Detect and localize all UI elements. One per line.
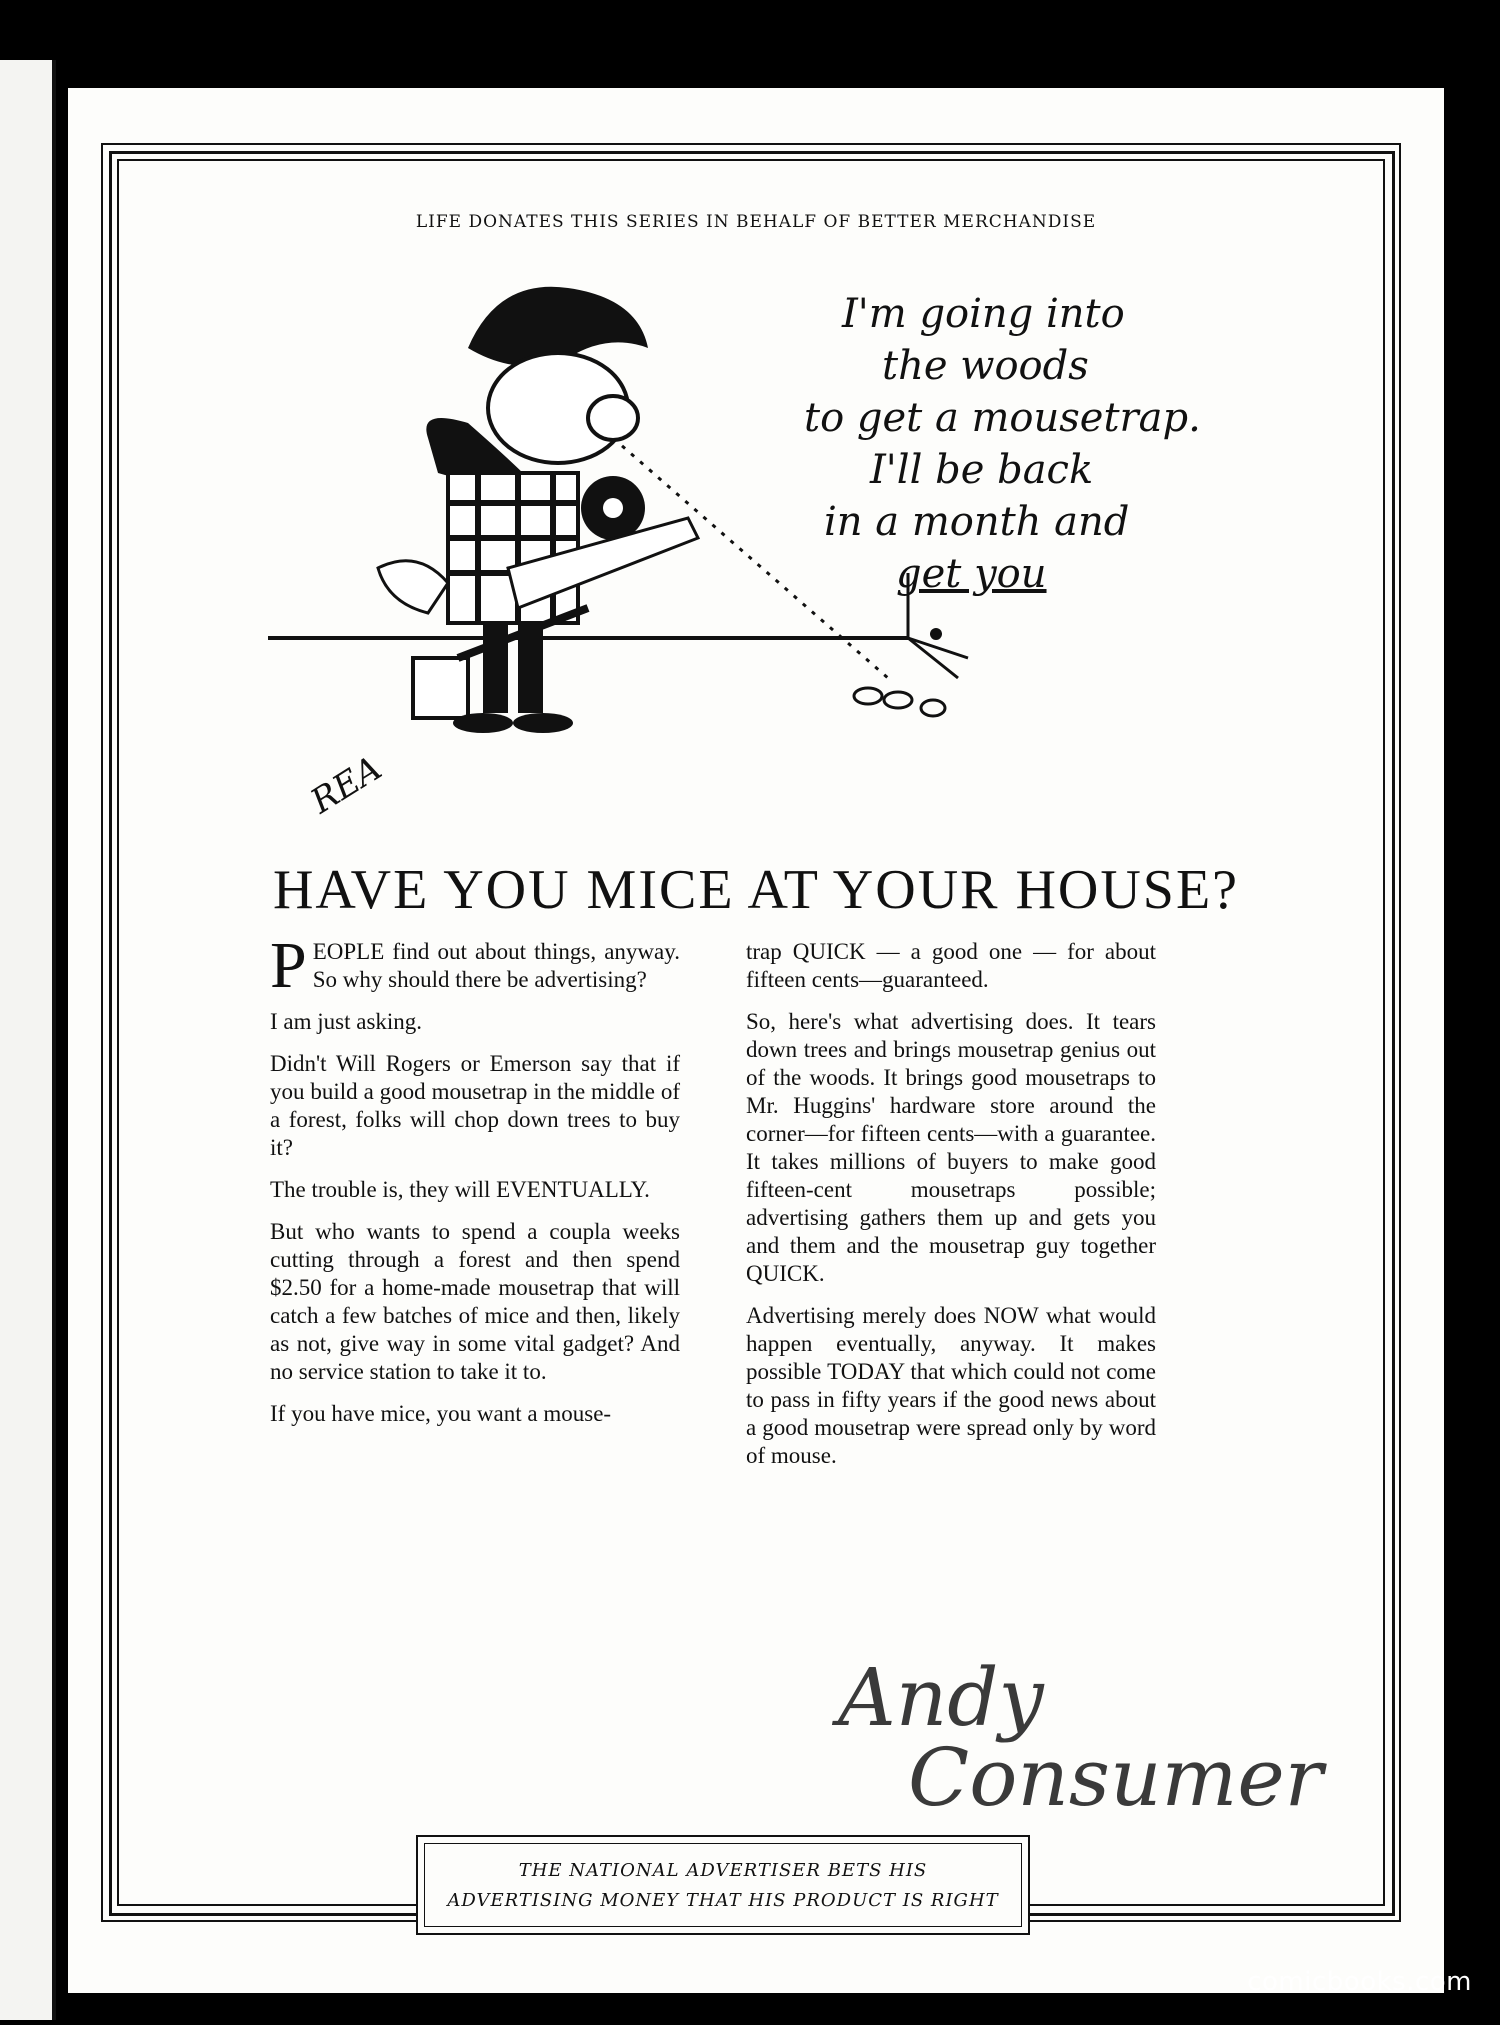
paragraph: PEOPLE find out about things, anyway. So why should there be advertising? [270,929,680,1002]
paragraph: If you have mice, you want a mouse- [270,1401,612,1426]
speech-text [786,288,1246,600]
series-credit-line: LIFE DONATES THIS SERIES IN BEHALF OF BETTER MERCHANDISE [415,212,1097,232]
mice-group [854,688,945,716]
right-boot [513,713,573,733]
magazine-page [68,88,1444,1993]
paragraph: But who wants to spend a coupla weeks cutting through a forest and then spend $2.50 for a home-made mousetrap that will catch a few batches of mice and then, likely as not, give way in some vital gadget? And no service station to take it to. [270,1219,680,1384]
left-boot [453,713,513,733]
drop-cap: P [270,929,307,1002]
speech-line: in a month and [824,499,1130,545]
site-watermark: comicbooks.com [1247,1967,1472,1997]
speech-line: get you [896,551,1047,597]
artist-signature: REA [304,748,389,822]
left-leg [483,623,508,713]
paragraph: Advertising merely does NOW what would happen eventually, anyway. It makes possible TODAY that which could not come to pass in fifty years if the good news about a good mousetrap were spread only by word of mouse. [746,1303,1156,1468]
signoff-line: Andy [838,1651,1044,1744]
footer-line: THE NATIONAL ADVERTISER BETS HIS [518,1860,928,1881]
footer-line: ADVERTISING MONEY THAT HIS PRODUCT IS RIGHT [447,1890,999,1911]
axe-head [413,658,468,718]
speech-line: I'll be back [870,447,1094,493]
nose [588,396,638,440]
right-leg [518,623,543,713]
paragraph: I am just asking. [270,1009,423,1034]
mouse-hole [930,628,942,640]
paragraph: Didn't Will Rogers or Emerson say that if you build a good mousetrap in the middle of a forest, folks will chop down trees to buy it? [270,1051,680,1160]
body-column-right [746,938,1156,1484]
plaid-shirt [448,473,578,623]
paragraph: The trouble is, they will EVENTUALLY. [270,1177,650,1202]
paragraph: So, here's what advertising does. It tears down trees and brings mousetrap genius out of the woods. It brings good mousetraps to Mr. Huggins' hardware store around the corner—for fifteen cents—with a guarantee. It takes millions of buyers to make good fifteen-cent mousetraps possible; advertising gathers them up and gets you and them and the mousetrap guy together QUICK. [746,1009,1156,1286]
andy-consumer-signoff [838,1651,1338,1824]
headline: HAVE YOU MICE AT YOUR HOUSE? [272,859,1240,921]
speech-line: the woods [882,343,1089,389]
signoff-line: Consumer [908,1731,1323,1824]
speech-line: to get a mousetrap. [804,395,1201,441]
speech-line: I'm going into [842,291,1125,337]
paragraph: trap QUICK — a good one — for about fifteen cents—guaranteed. [746,939,1156,992]
previous-page-edge [0,60,56,2020]
body-column-left [270,929,680,1442]
saw-handle [378,561,448,613]
footer-slogan-box [416,1835,1030,1935]
